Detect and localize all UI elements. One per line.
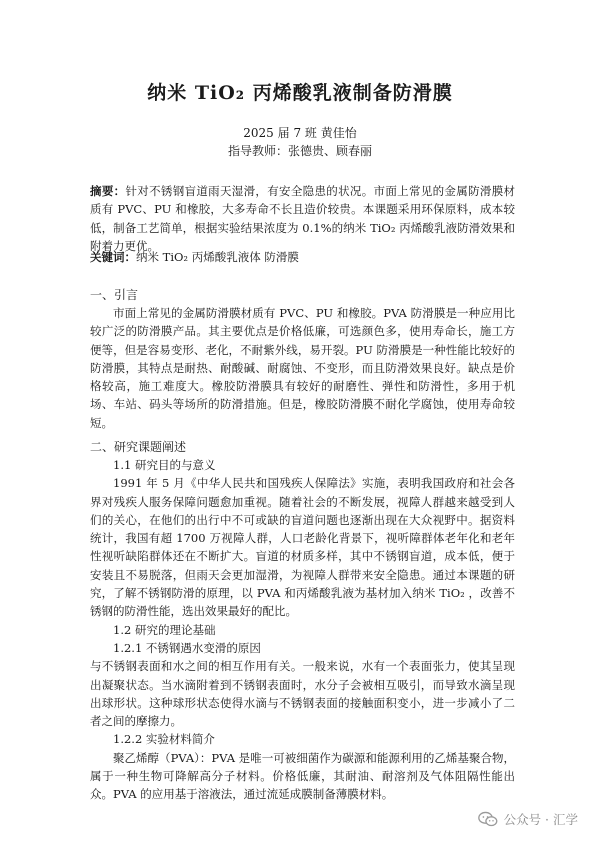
section-heading-research: 二、研究课题阐述	[90, 440, 187, 454]
advisor-line: 指导教师：张德贵、顾春丽	[227, 144, 372, 158]
watermark	[478, 810, 578, 828]
wechat-icon	[478, 811, 498, 828]
subsection-text-1-1: 1991 年 5 月《中华人民共和国残疾人保障法》实施，表明我国政府和社会各界对残疾人服务保障问题愈加重视。随着社会的不断发展，视障人群越来越受到人们的关心，在他们的出行中不可或缺的盲道问题也逐渐出现在大众视野中。据资料统计，我国有超 1700 万视障人群，人口老龄化背景下，视听障群体老年化和老年性视听缺陷群体还在不断扩大。盲道的材质多样，其中不锈钢盲道，成本低，便于安装且不易脱落，但雨天会更加湿滑，为视障人群带来安全隐患。通过本课题的研究，了解不锈钢防滑的原理，以 PVA 和丙烯酸乳液为基材加入纳米 TiO₂ ，改善不锈钢的防滑性能，选出效果最好的配比。	[90, 476, 515, 619]
keywords-label: 关键词：	[90, 250, 136, 264]
subsection-heading-1-2-2: 1.2.2 实验材料简介	[113, 732, 215, 747]
section-heading-intro: 一、引言	[90, 288, 139, 302]
keywords	[90, 248, 515, 266]
abstract	[90, 182, 515, 255]
subsection-heading-1-2: 1.2 研究的理论基础	[113, 622, 216, 637]
subsection-text-1-2-2: 聚乙烯醇（PVA）：PVA 是唯一可被细菌作为碳源和能源利用的乙烯基聚合物，属于一种生物可降解高分子材料。价格低廉，其耐油、耐溶剂及气体阻隔性能出众。PVA 的应用基于溶液法，通过流延成膜制备薄膜材料。	[90, 750, 515, 802]
keywords-text: 纳米 TiO₂ 丙烯酸乳液体 防滑膜	[136, 250, 299, 264]
subsection-text-1-2-1: 与不锈钢表面和水之间的相互作用有关。一般来说，水有一个表面张力，使其呈现出凝聚状态。当水滴附着到不锈钢表面时，水分子会被相互吸引，而导致水滴呈现出球形状。这种球形状态使得水滴与不锈钢表面的接触面积变小，进一步减小了二者之间的摩擦力。	[90, 659, 515, 729]
intro-paragraph: 市面上常见的金属防滑膜材质有 PVC、PU 和橡胶。PVA 防滑膜是一种应用比较广泛的防滑膜产品。其主要优点是价格低廉，可选颜色多，使用寿命长，施工方便等，但是容易变形、老化，不耐紫外线，易开裂。PU 防滑膜是一种性能比较好的防滑膜，其特点是耐热、耐酸碱、耐腐蚀、不变形，而且防滑效果良好。缺点是价格较高，施工难度大。橡胶防滑膜具有较好的耐磨性、弹性和防滑性，多用于机场、车站、码头等场所的防滑措施。但是，橡胶防滑膜不耐化学腐蚀，使用寿命较短。	[90, 306, 515, 430]
abstract-label: 摘要：	[90, 184, 126, 198]
paper-title: 纳米 TiO₂ 丙烯酸乳液制备防滑膜	[147, 82, 453, 104]
abstract-text: 针对不锈钢盲道雨天湿滑，有安全隐患的状况。市面上常见的金属防滑膜材质有 PVC、PU 和橡胶，大多寿命不长且造价较贵。本课题采用环保原料，成本较低，制备工艺简单，根据实验结果浓度为 0.1%的纳米 TiO₂ 丙烯酸乳液防滑效果和附着力更优。	[90, 184, 516, 253]
research-body	[90, 456, 515, 804]
author-line: 2025 届 7 班 黄佳怡	[243, 126, 357, 140]
subsection-heading-1-1: 1.1 研究目的与意义	[113, 458, 216, 472]
subsection-heading-1-2-1: 1.2.1 不锈钢遇水变滑的原因	[113, 640, 261, 655]
watermark-text: 公众号 · 汇学	[503, 812, 578, 827]
